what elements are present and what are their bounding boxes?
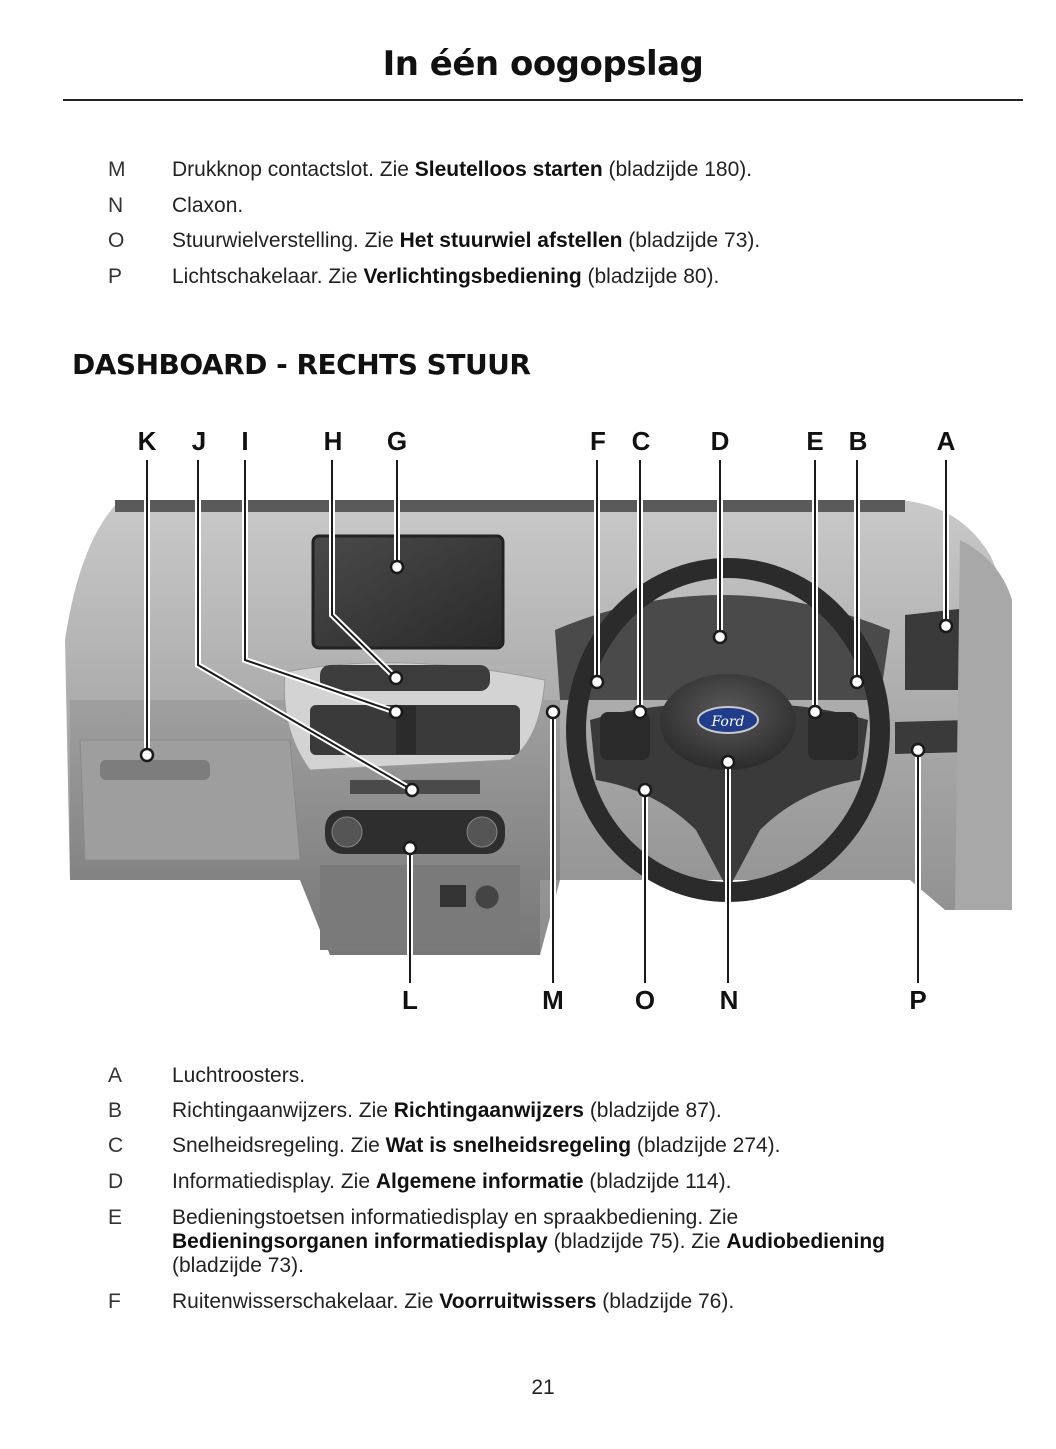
item-reference-link[interactable]: Het stuurwiel afstellen [399, 229, 623, 252]
item-page-ref: (bladzijde 274). [631, 1134, 781, 1157]
callout-dot-p [912, 744, 924, 756]
callout-dot-o [639, 784, 651, 796]
glovebox-panel [80, 740, 300, 860]
label-l: L [402, 985, 418, 1015]
label-f: F [590, 426, 606, 456]
item-text: Ruitenwisserschakelaar. Zie [172, 1290, 440, 1313]
callout-dot-f [591, 676, 603, 688]
climate-knob-left [332, 817, 362, 847]
item-key: F [108, 1290, 121, 1313]
item-reference-link[interactable]: Verlichtingsbediening [363, 265, 582, 288]
callout-dot-m [547, 706, 559, 718]
item-page-ref: (bladzijde 80). [581, 265, 720, 288]
callout-dot-c [634, 706, 646, 718]
label-k: K [137, 426, 157, 456]
item-key: P [108, 265, 123, 288]
callout-dot-d [714, 631, 726, 643]
item-text: Luchtroosters. [172, 1064, 306, 1087]
callout-dot-h [390, 672, 402, 684]
page-number: 21 [531, 1376, 555, 1399]
wheel-buttons-left [600, 712, 650, 760]
item-reference-link[interactable]: Algemene informatie [375, 1170, 584, 1193]
label-o: O [634, 985, 656, 1015]
item-page-ref: (bladzijde 87). [583, 1099, 722, 1122]
item-text: Bedieningstoetsen informatiedisplay en spraakbediening. Zie [172, 1206, 739, 1229]
label-a: A [936, 426, 956, 456]
callout-dot-n [722, 756, 734, 768]
item-page-ref: (bladzijde 76). [596, 1290, 735, 1313]
item-text: Claxon. [172, 194, 244, 217]
item-text: Lichtschakelaar. Zie [172, 265, 364, 288]
page-title: In één oogopslag [382, 44, 704, 84]
item-text: Stuurwielverstelling. Zie [172, 229, 400, 252]
label-m: M [542, 985, 564, 1015]
callout-dot-j [406, 784, 418, 796]
item-key: N [108, 194, 124, 217]
callout-dot-i [390, 706, 402, 718]
item-key: B [108, 1099, 123, 1122]
climate-knob-right [467, 817, 497, 847]
callout-dot-l [404, 842, 416, 854]
item-reference-link[interactable]: Voorruitwissers [439, 1290, 597, 1313]
windscreen-line [115, 500, 905, 512]
item-text: Richtingaanwijzers. Zie [172, 1099, 394, 1122]
right-pillar [955, 540, 1012, 910]
item-reference-link[interactable]: Sleutelloos starten [414, 158, 603, 181]
label-g: G [386, 426, 408, 456]
callout-dot-e [809, 706, 821, 718]
label-e: E [806, 426, 824, 456]
item-reference-link-2[interactable]: Audiobediening [726, 1230, 885, 1253]
glovebox-handle [100, 760, 210, 780]
item-page-ref: (bladzijde 180). [602, 158, 753, 181]
label-j: J [191, 426, 207, 456]
item-key: D [108, 1170, 124, 1193]
callout-dot-k [141, 749, 153, 761]
item-reference-link[interactable]: Richtingaanwijzers [393, 1099, 584, 1122]
item-key: C [108, 1134, 124, 1157]
item-page-ref: (bladzijde 73). [622, 229, 761, 252]
item-key: O [108, 229, 125, 252]
label-i: I [241, 426, 249, 456]
callout-dot-b [851, 676, 863, 688]
label-b: B [848, 426, 868, 456]
usb-port [440, 885, 466, 907]
label-c: C [631, 426, 651, 456]
item-text: Informatiedisplay. Zie [172, 1170, 376, 1193]
touchscreen [313, 536, 503, 648]
item-reference-link[interactable]: Wat is snelheidsregeling [385, 1134, 632, 1157]
callout-dot-g [391, 561, 403, 573]
audio-panel [320, 665, 490, 691]
label-n: N [719, 985, 739, 1015]
item-page-ref: (bladzijde 75). Zie [547, 1230, 727, 1253]
ford-badge-text: Ford [711, 714, 745, 730]
section-heading: DASHBOARD - RECHTS STUUR [72, 348, 531, 381]
item-key: E [108, 1206, 123, 1229]
item-key: A [108, 1064, 123, 1087]
callout-dot-a [940, 620, 952, 632]
item-reference-link[interactable]: Bedieningsorganen informatiedisplay [172, 1230, 548, 1253]
label-p: P [909, 985, 927, 1015]
item-text: Snelheidsregeling. Zie [172, 1134, 386, 1157]
item-key: M [108, 158, 126, 181]
right-switch-panel [895, 720, 968, 754]
label-d: D [710, 426, 730, 456]
label-h: H [323, 426, 343, 456]
item-page-ref: (bladzijde 114). [583, 1170, 732, 1193]
power-socket [475, 885, 499, 909]
item-text: Drukknop contactslot. Zie [172, 158, 415, 181]
item-page-ref-2: (bladzijde 73). [172, 1254, 304, 1277]
